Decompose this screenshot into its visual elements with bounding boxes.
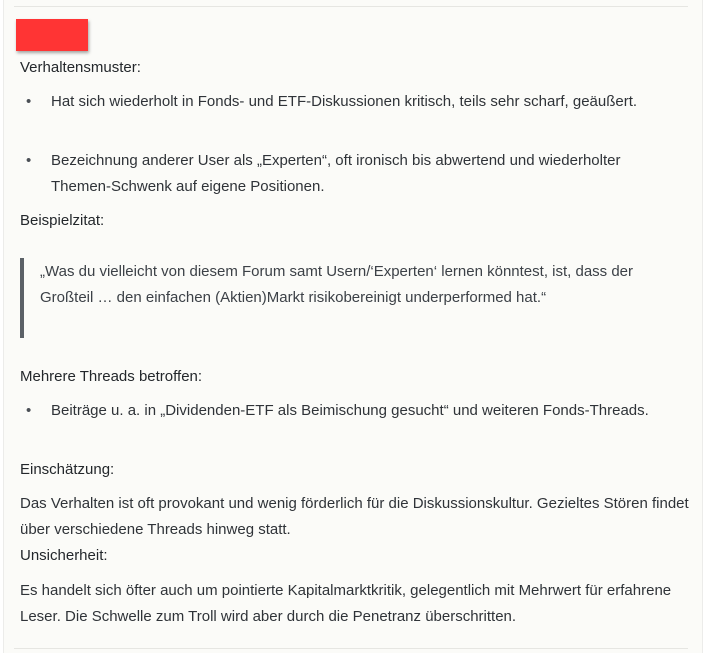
redacted-username-block: [16, 19, 88, 51]
behavior-heading: Verhaltensmuster:: [20, 59, 141, 76]
quote-text: „Was du vielleicht von diesem Forum samt Usern/‘Experten‘ lernen könntest, ist, dass der Großteil … den einfachen (Aktien)Markt risikobereinigt underperformed hat.“: [40, 263, 634, 306]
bullet-dot-icon: •: [26, 93, 32, 110]
message-panel: [3, 0, 703, 653]
quote-heading: Beispielzitat:: [20, 212, 105, 229]
bottom-divider: [14, 648, 688, 649]
threads-heading: Mehrere Threads betroffen:: [20, 368, 203, 385]
bullet-dot-icon: •: [26, 402, 32, 419]
uncertainty-heading: Unsicherheit:: [20, 547, 108, 564]
bullet-text: Hat sich wiederholt in Fonds- und ETF-Diskussionen kritisch, teils sehr scharf, geäußert.: [51, 93, 638, 110]
bullet-text: Beiträge u. a. in „Dividenden-ETF als Beimischung gesucht“ und weiteren Fonds-Threads.: [51, 402, 649, 419]
uncertainty-text: Es handelt sich öfter auch um pointierte Kapitalmarktkritik, gelegentlich mit Mehrwert für erfahrene Leser. Die Schwelle zum Troll wird aber durch die Penetranz überschritten.: [20, 582, 672, 625]
bullet-text: Bezeichnung anderer User als „Experten“, oft ironisch bis abwertend und wiederholter Themen-Schwenk auf eigene Positionen.: [51, 152, 621, 195]
bullet-dot-icon: •: [26, 152, 32, 169]
blockquote: [20, 258, 660, 338]
assessment-text: Das Verhalten ist oft provokant und wenig förderlich für die Diskussionskultur. Gezieltes Stören findet über verschiedene Threads hinweg statt.: [20, 495, 689, 538]
quote-bar: [20, 258, 24, 338]
assessment-heading: Einschätzung:: [20, 461, 115, 478]
top-divider: [14, 6, 688, 7]
